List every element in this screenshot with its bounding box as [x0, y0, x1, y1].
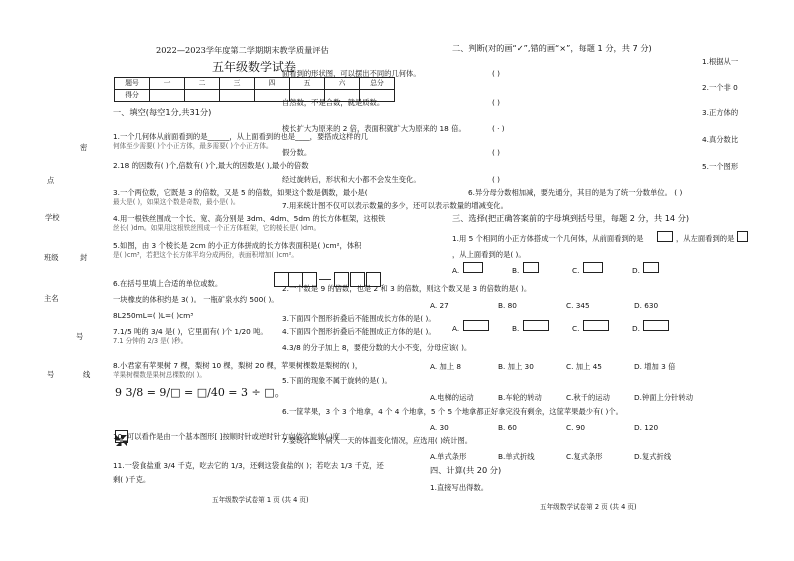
score-cell: 五 — [290, 78, 325, 90]
question-text: 2.18 的因数有( )个,倍数有( )个,最大的因数是( ),最小的倍数 — [113, 161, 309, 170]
score-cell — [185, 90, 220, 102]
question-text: 4.下面四个图形折叠后不能围成正方体的是( )。 — [282, 327, 436, 336]
score-cell: 题号 — [115, 78, 150, 90]
answer-bracket[interactable]: ( ) — [492, 98, 501, 107]
exam-main-title: 2022—2023学年度第二学期期末教学质量评估 — [156, 45, 329, 55]
question-text: 6.异分母分数相加减，要先通分，其目的是为了统一分数单位。 ( ) — [468, 188, 683, 197]
binding-label: 密 — [80, 143, 88, 152]
question-text: 2.一个数是 9 的倍数，也是 2 和 3 的倍数，则这个数又是 3 的倍数的是( )。 — [282, 284, 532, 293]
question-text: 剩( )千克。 — [113, 475, 151, 484]
score-cell: 三 — [220, 78, 255, 90]
option-label[interactable]: C.复式条形 — [566, 452, 603, 461]
score-cell: 一 — [150, 78, 185, 90]
option-label[interactable]: D.复式折线 — [634, 452, 672, 461]
arrow-icon — [319, 279, 331, 280]
score-table-header-row — [115, 78, 395, 90]
net-option-a — [463, 320, 489, 331]
option-label[interactable]: B. 80 — [498, 301, 517, 310]
question-text: 5.如图，由 3 个棱长是 2cm 的小正方体拼成的长方体表面积是( )cm²，体积 — [113, 241, 362, 250]
score-cell: 二 — [185, 78, 220, 90]
binding-label: 点 — [47, 176, 55, 185]
question-text: 1.用 5 个相同的小正方体搭成一个几何体，从前面看到的是 — [452, 234, 644, 243]
overlay-text: 7.用来统计图不仅可以表示数量的多少，还可以表示数量的增减变化。 — [282, 201, 508, 210]
cropped-text: 2.一个非 0 — [702, 83, 738, 92]
binding-label: 学校 — [45, 213, 60, 222]
shape-option-b — [523, 262, 539, 273]
option-label[interactable]: D. 120 — [634, 423, 659, 432]
option-label[interactable]: B. — [512, 324, 520, 333]
overlay-text: 面看到的形状图，可以摆出不同的几何体。 — [282, 69, 421, 78]
exam-subtitle: 五年级数学试卷 — [212, 60, 297, 74]
section-title-judge: 二、判断(对的画“✓”,错的画“×”，每题 1 分，共 7 分) — [452, 43, 652, 53]
score-cell: 四 — [255, 78, 290, 90]
question-text: 7.1 分钟的 2/3 是( )秒。 — [113, 337, 188, 345]
option-label[interactable]: C.秋千的运动 — [566, 393, 610, 402]
section-title-fill-blank: 一、填空(每空1分,共31分) — [113, 107, 212, 117]
left-view-shape — [737, 231, 748, 242]
option-label[interactable]: D.钟面上分针转动 — [634, 393, 694, 402]
option-label[interactable]: C. 90 — [566, 423, 586, 432]
overlay-text: 棱长扩大为原来的 2 倍，表面积就扩大为原来的 18 倍。 — [282, 124, 466, 133]
net-option-b — [523, 320, 549, 331]
score-cell: 总分 — [360, 78, 395, 90]
answer-bracket[interactable]: ( ) — [492, 148, 501, 157]
score-cell: 六 — [325, 78, 360, 90]
question-text: 苹果树棵数是果树总棵数的( )。 — [113, 371, 206, 379]
cropped-text: 4.真分数比 — [702, 135, 739, 144]
binding-label: 封 — [80, 253, 88, 262]
option-label[interactable]: A.电梯的运动 — [430, 393, 474, 402]
answer-bracket[interactable]: ( ) — [492, 69, 501, 78]
question-text: 3.下面四个图形折叠后不能围成长方体的是( )。 — [282, 314, 436, 323]
option-label[interactable]: D. — [632, 266, 640, 275]
binding-label: 线 — [83, 370, 91, 379]
option-label[interactable]: B.单式折线 — [498, 452, 535, 461]
option-label[interactable]: B. 加上 30 — [498, 362, 534, 371]
answer-bracket[interactable]: ( ) — [492, 175, 501, 184]
cropped-text: 5.一个图形 — [702, 162, 739, 171]
option-label[interactable]: C. 345 — [566, 301, 590, 310]
question-text: 是( )cm³，若把这个长方体平均分成两份，表面积增加( )cm²。 — [113, 251, 298, 259]
question-text: 4.3/8 的分子加上 8，要使分数的大小不变，分母应该( )。 — [282, 343, 472, 352]
option-label[interactable]: B. — [512, 266, 520, 275]
overlay-text: 假分数。 — [282, 148, 312, 157]
question-text: 4.用一根铁丝围成一个长、宽、高分别是 3dm、4dm、5dm 的长方体框架，这根铁 — [113, 214, 386, 223]
question-text: 一块橡皮的体积约是 3( )。 一瓶矿泉水约 500( )。 — [113, 295, 279, 304]
question-text: 8.小君家有苹果树 7 棵，梨树 10 棵，梨树 20 棵，苹果树棵数是梨树的( )， — [113, 361, 363, 370]
option-label[interactable]: B. 60 — [498, 423, 517, 432]
question-text: 1.一个几何体从前面看到的是______，从上面看到的也是____，要搭成这样的几 — [113, 132, 369, 141]
option-label[interactable]: C. — [572, 324, 580, 333]
page-footer: 五年级数学试卷第 1 页 (共 4 页) — [212, 496, 309, 504]
option-label[interactable]: D. 630 — [634, 301, 659, 310]
question-text: 丝长( )dm。如果用这根铁丝围成一个正方体框架，它的棱长是( )dm。 — [113, 224, 321, 232]
option-label[interactable]: D. 增加 3 倍 — [634, 362, 676, 371]
question-text: 1.直接写出得数。 — [430, 483, 489, 492]
score-cell — [220, 90, 255, 102]
question-text: 5.下面的现象不属于旋转的是( )。 — [282, 376, 392, 385]
question-text: 11.一袋食盐重 3/4 千克，吃去它的 1/3，还剩这袋食盐的( )；若吃去 1/3 千克，还 — [113, 461, 384, 470]
question-text: 8L250mL=( )L=( )cm³ — [113, 311, 194, 320]
shape-option-d — [643, 262, 659, 273]
question-text: ，从左面看到的是 — [676, 234, 735, 243]
question-text: 6.一筐苹果，3 个 3 个地拿，4 个 4 个地拿，5 个 5 个地拿都正好拿完没有剩余，这筐苹果最少有( )个。 — [282, 407, 623, 416]
overlay-text: 自然数，不是合数，就是质数。 — [282, 98, 385, 107]
option-label[interactable]: A. 27 — [430, 301, 449, 310]
net-option-d — [643, 320, 669, 331]
option-label[interactable]: A. — [452, 266, 460, 275]
shape-option-a — [463, 262, 483, 273]
overlay-text: 经过旋转后，形状和大小都不会发生变化。 — [282, 175, 421, 184]
page-footer: 五年级数学试卷第 2 页 (共 4 页) — [540, 503, 637, 511]
option-label[interactable]: C. — [572, 266, 580, 275]
binding-label: 班级 — [44, 253, 59, 262]
section-title-choice: 三、选择(把正确答案前的字母填到括号里，每题 2 分，共 14 分) — [452, 213, 690, 223]
section-title-calc: 四、计算(共 20 分) — [430, 465, 502, 475]
option-label[interactable]: A. — [452, 324, 460, 333]
shape-option-c — [583, 262, 603, 273]
question-text: 9 3/8 = 9/□ = □/40 = 3 ÷ □。 — [115, 386, 286, 399]
option-label[interactable]: A. 加上 8 — [430, 362, 462, 371]
cropped-text: 1.根据从一 — [702, 57, 739, 66]
option-label[interactable]: C. 加上 45 — [566, 362, 602, 371]
question-text: 3.一个两位数，它既是 3 的倍数，又是 5 的倍数，如果这个数是偶数，最小是( — [113, 188, 368, 197]
question-text: 10. 可以看作是由一个基本图形[ ]按顺时针或逆时针方向依次旋转( )度 — [113, 432, 340, 441]
net-option-c — [583, 320, 609, 331]
question-text: 最大是( )，如果这个数是奇数，最小是( )。 — [113, 198, 240, 206]
cropped-text: 3.正方体的 — [702, 108, 739, 117]
answer-bracket[interactable]: ( · ) — [492, 124, 505, 133]
question-text: ，从上面看到的是( )。 — [452, 250, 526, 259]
binding-label: 号 — [47, 370, 55, 379]
question-text: 7.1/5 吨的 3/4 是( )，它里面有( )个 1/20 吨。 — [113, 327, 268, 336]
option-label[interactable]: A.单式条形 — [430, 452, 467, 461]
option-label[interactable]: D. — [632, 324, 640, 333]
question-text: 7.要统计一个病人一天的体温变化情况，应选用( )统计图。 — [282, 436, 473, 445]
question-text: 6.在括号里填上合适的单位或数。 — [113, 279, 223, 288]
option-label[interactable]: B.车轮的转动 — [498, 393, 542, 402]
binding-label: 主名 — [44, 294, 59, 303]
front-view-shape — [657, 231, 673, 242]
option-label[interactable]: A. 30 — [430, 423, 449, 432]
score-cell — [150, 90, 185, 102]
binding-label: 号 — [76, 332, 84, 341]
score-cell: 得分 — [115, 90, 150, 102]
question-text: 何体至少需要( )个小正方体，最多需要( )个小正方体。 — [113, 142, 273, 150]
